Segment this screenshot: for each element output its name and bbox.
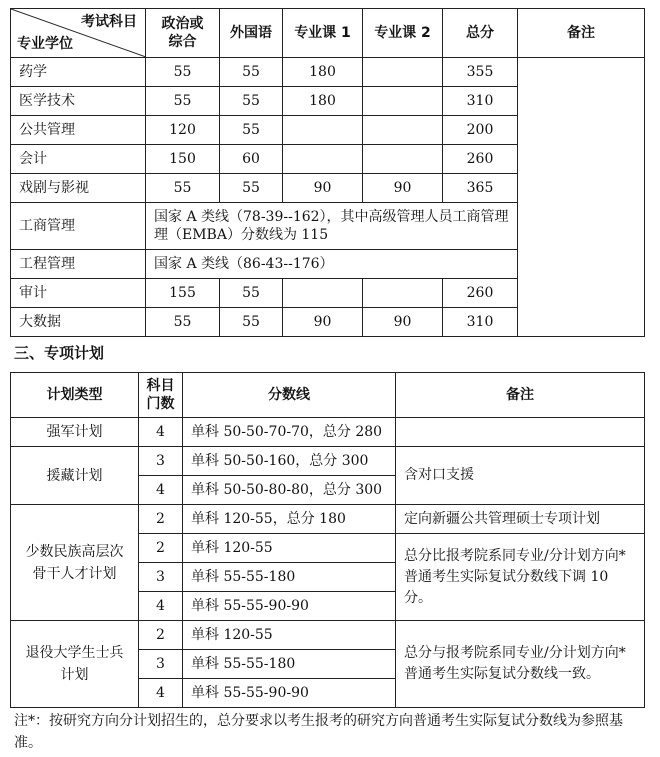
- score-line: 单科 50-50-70-70，总分 280: [183, 418, 396, 447]
- table-row: [11, 418, 645, 447]
- plan-name: 强军计划: [11, 418, 139, 447]
- degree-name: 审计: [11, 279, 146, 308]
- score-cell: 55: [220, 308, 283, 337]
- plan-name: 退役大学生士兵计划: [11, 621, 139, 708]
- score-cell: 90: [363, 174, 443, 203]
- mba-score-note: 国家 A 类线（78-39--162），其中高级管理人员工商管理理（EMBA）分数线为 115: [146, 203, 518, 250]
- footnote: 注*：按研究方向分计划招生的，总分要求以考生报考的研究方向普通考生实际复试分数线为参照基准。: [14, 713, 623, 751]
- score-cell: 90: [283, 308, 363, 337]
- score-cell: [363, 279, 443, 308]
- score-cell: 355: [443, 58, 518, 87]
- score-cell: 55: [220, 87, 283, 116]
- score-cell: 55: [220, 174, 283, 203]
- engineering-score-note: 国家 A 类线（86-43--176）: [146, 250, 518, 279]
- degree-name: 戏剧与影视: [11, 174, 146, 203]
- header-degree-label: 专业学位: [17, 36, 73, 52]
- score-cell: 310: [443, 87, 518, 116]
- plan-note: 含对口支援: [396, 447, 645, 505]
- score-cell: 180: [283, 87, 363, 116]
- subject-count: 3: [139, 650, 183, 679]
- degree-name: 工程管理: [11, 250, 146, 279]
- diagonal-header-cell: [11, 9, 146, 58]
- subject-count: 3: [139, 563, 183, 592]
- score-cell: 55: [146, 308, 220, 337]
- score-cell: [363, 145, 443, 174]
- score-cell: 260: [443, 279, 518, 308]
- score-cell: 60: [220, 145, 283, 174]
- score-cell: [283, 279, 363, 308]
- subject-count: 4: [139, 679, 183, 708]
- col-header-major-2: 专业课 2: [363, 9, 443, 58]
- table-row: [11, 58, 645, 87]
- score-line: 单科 55-55-180: [183, 563, 396, 592]
- degree-name: 大数据: [11, 308, 146, 337]
- score-line: 单科 120-55: [183, 621, 396, 650]
- score-cell: 155: [146, 279, 220, 308]
- score-cell: [283, 116, 363, 145]
- degree-name: 药学: [11, 58, 146, 87]
- col-header-plan-type: 计划类型: [11, 373, 139, 418]
- col-header-foreign-language: 外国语: [220, 9, 283, 58]
- score-cell: [363, 116, 443, 145]
- score-line: 单科 120-55: [183, 534, 396, 563]
- degree-name: 医学技术: [11, 87, 146, 116]
- col-header-score-line: 分数线: [183, 373, 396, 418]
- col-header-subject-count: 科目 门数: [139, 373, 183, 418]
- score-cell: 365: [443, 174, 518, 203]
- subject-count: 2: [139, 534, 183, 563]
- score-line: 单科 55-55-90-90: [183, 679, 396, 708]
- score-cell: 90: [363, 308, 443, 337]
- col-header-total: 总分: [443, 9, 518, 58]
- plan-note: 总分比报考院系同专业/分计划方向*普通考生实际复试分数线下调 10 分。: [396, 534, 645, 621]
- score-cell: 55: [146, 174, 220, 203]
- degree-name: 会计: [11, 145, 146, 174]
- plan-note: [396, 418, 645, 447]
- col-header-major-1: 专业课 1: [283, 9, 363, 58]
- score-cell: 260: [443, 145, 518, 174]
- score-cell: 55: [220, 279, 283, 308]
- score-cell: 120: [146, 116, 220, 145]
- score-line: 单科 50-50-80-80，总分 300: [183, 476, 396, 505]
- score-cell: 90: [283, 174, 363, 203]
- table-row: [11, 505, 645, 534]
- special-plans-table: [10, 372, 645, 708]
- score-line: 单科 120-55，总分 180: [183, 505, 396, 534]
- plan-note: 总分与报考院系同专业/分计划方向*普通考生实际复试分数线一致。: [396, 621, 645, 708]
- subject-count: 4: [139, 418, 183, 447]
- table-row: [11, 447, 645, 476]
- subject-count: 3: [139, 447, 183, 476]
- score-line: 单科 50-50-160，总分 300: [183, 447, 396, 476]
- subject-count: 4: [139, 592, 183, 621]
- degree-name: 公共管理: [11, 116, 146, 145]
- degree-score-table: [10, 8, 645, 337]
- degree-name: 工商管理: [11, 203, 146, 250]
- subject-count: 2: [139, 621, 183, 650]
- score-cell: [283, 145, 363, 174]
- plan-name: 援藏计划: [11, 447, 139, 505]
- score-cell: [363, 58, 443, 87]
- col-header-remarks: 备注: [396, 373, 645, 418]
- score-cell: 180: [283, 58, 363, 87]
- remarks-blank-cell: [518, 58, 645, 337]
- header-subjects-label: 考试科目: [81, 14, 137, 30]
- subject-count: 2: [139, 505, 183, 534]
- section-3-title: 三、专项计划: [14, 344, 105, 362]
- score-cell: [363, 87, 443, 116]
- plan-note: 定向新疆公共管理硕士专项计划: [396, 505, 645, 534]
- score-cell: 150: [146, 145, 220, 174]
- score-cell: 55: [220, 58, 283, 87]
- score-cell: 55: [146, 87, 220, 116]
- score-line: 单科 55-55-90-90: [183, 592, 396, 621]
- table-row: [11, 621, 645, 650]
- score-cell: 55: [220, 116, 283, 145]
- subject-count: 4: [139, 476, 183, 505]
- score-line: 单科 55-55-180: [183, 650, 396, 679]
- score-cell: 55: [146, 58, 220, 87]
- col-header-politics: 政治或 综合: [146, 9, 220, 58]
- col-header-remarks: 备注: [518, 9, 645, 58]
- score-cell: 310: [443, 308, 518, 337]
- plan-name: 少数民族高层次骨干人才计划: [11, 505, 139, 621]
- score-cell: 200: [443, 116, 518, 145]
